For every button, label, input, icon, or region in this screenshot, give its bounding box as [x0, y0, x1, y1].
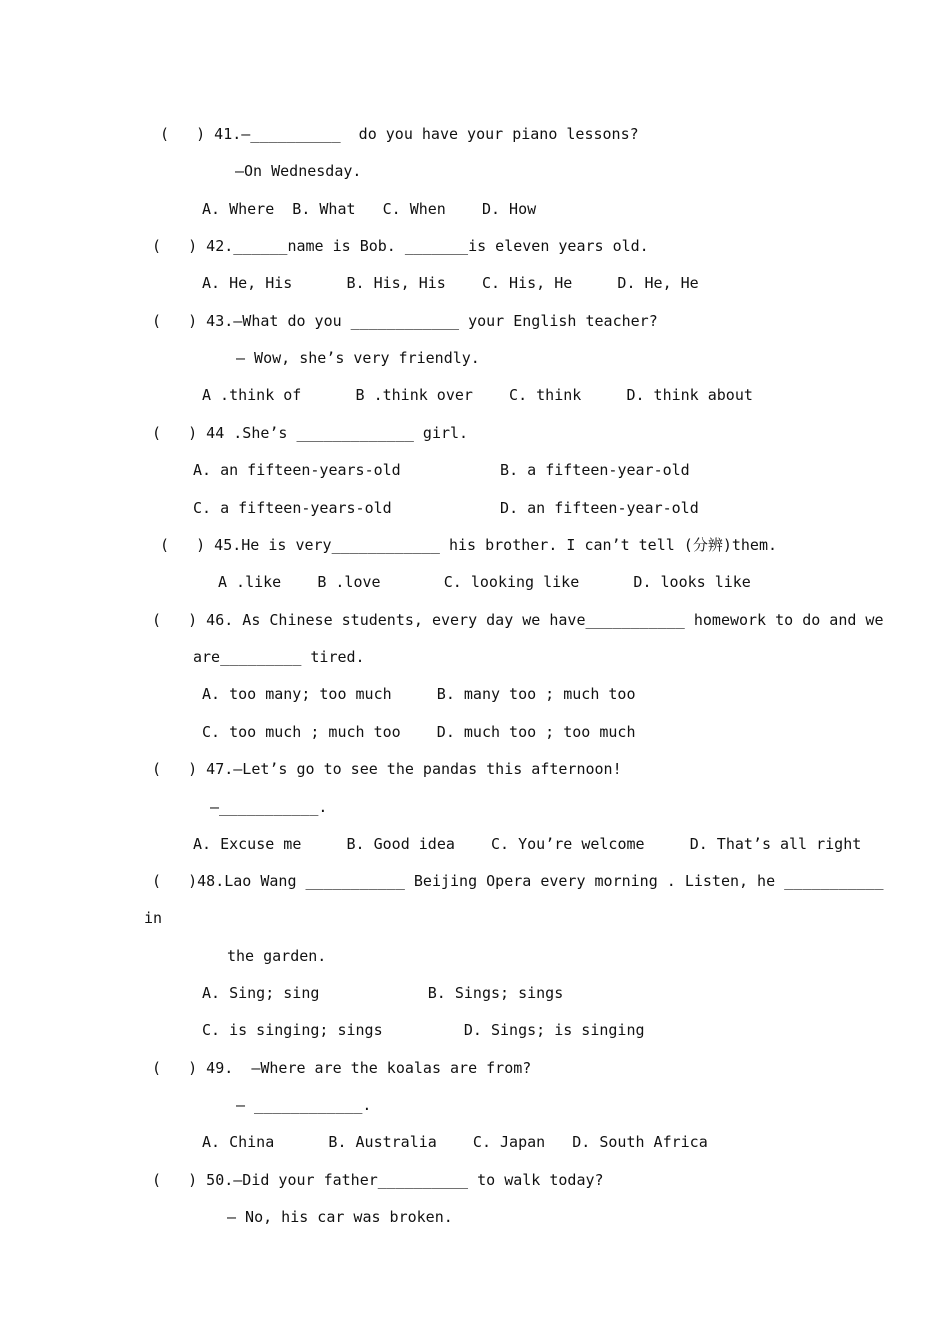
q48-stem-wrap: in	[144, 909, 163, 927]
q48-options-ab: A. Sing; sing B. Sings; sings	[202, 984, 564, 1002]
q48-stem: ( )48.Lao Wang ___________ Beijing Opera every morning . Listen, he ___________	[152, 872, 884, 890]
q42-options: A. He, His B. His, His C. His, He D. He, He	[202, 274, 699, 292]
q42-stem: ( ) 42.______name is Bob. _______is eleven years old.	[152, 237, 649, 255]
q45-stem: ( ) 45.He is very____________ his brother. I can’t tell (分辨)them.	[160, 536, 777, 554]
q50-stem: ( ) 50.—Did your father__________ to walk today?	[152, 1171, 604, 1189]
q46-options-ab: A. too many; too much B. many too ; much too	[202, 685, 636, 703]
q41-answer: —On Wednesday.	[235, 162, 362, 180]
q44-options-cd: C. a fifteen-years-old D. an fifteen-year-old	[193, 499, 699, 517]
q44-stem: ( ) 44 .She’s _____________ girl.	[152, 424, 469, 442]
q48-options-cd: C. is singing; sings D. Sings; is singing	[202, 1021, 645, 1039]
q44-options-ab: A. an fifteen-years-old B. a fifteen-year-old	[193, 461, 690, 479]
q50-answer: — No, his car was broken.	[227, 1208, 453, 1226]
q47-answer: —___________.	[210, 798, 328, 816]
q47-stem: ( ) 47.—Let’s go to see the pandas this afternoon!	[152, 760, 622, 778]
q49-options: A. China B. Australia C. Japan D. South Africa	[202, 1133, 708, 1151]
q49-stem: ( ) 49. —Where are the koalas are from?	[152, 1059, 532, 1077]
q46-options-cd: C. too much ; much too D. much too ; too much	[202, 723, 636, 741]
q47-options: A. Excuse me B. Good idea C. You’re welcome D. That’s all right	[193, 835, 862, 853]
q46-stem: ( ) 46. As Chinese students, every day we have___________ homework to do and we	[152, 611, 884, 629]
q45-options: A .like B .love C. looking like D. looks like	[218, 573, 751, 591]
q41-options: A. Where B. What C. When D. How	[202, 200, 537, 218]
q46-stem-cont: are_________ tired.	[193, 648, 365, 666]
q43-stem: ( ) 43.—What do you ____________ your English teacher?	[152, 312, 658, 330]
q49-answer: — ____________.	[236, 1096, 372, 1114]
q48-stem-cont: the garden.	[227, 947, 327, 965]
q41-stem: ( ) 41.—__________ do you have your piano lessons?	[160, 125, 639, 143]
q43-options: A .think of B .think over C. think D. think about	[202, 386, 753, 404]
q43-answer: — Wow, she’s very friendly.	[236, 349, 480, 367]
